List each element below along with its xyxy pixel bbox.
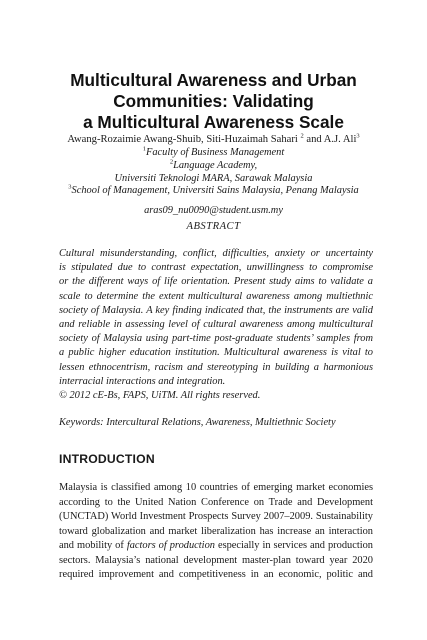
- affiliation-text: Universiti Teknologi MARA, Sarawak Malaysia: [114, 172, 313, 184]
- abstract-line: interracial interactions and integration.: [59, 375, 226, 387]
- body-line: according to the United Nation Conference on Trade and Development: [59, 496, 373, 508]
- abstract-line: and reliable in assessing level of cultural awareness among multicultural: [59, 319, 373, 331]
- abstract-line: lessen ethnocentrism, racism and stereotyping in building a harmonious: [59, 361, 373, 373]
- abstract-heading: ABSTRACT: [186, 221, 241, 232]
- abstract-line: a public higher education institution. Multicultural awareness is vital to: [59, 347, 373, 359]
- abstract-line: society of Malaysia. A key finding indicated that, the instruments are valid: [59, 304, 373, 316]
- affiliation-mark: 3: [68, 183, 72, 191]
- body-text: especially in services and production: [214, 540, 373, 551]
- body-line: (UNCTAD) World Investment Prospects Survey 2007–2009. Sustainability: [59, 511, 373, 522]
- body-line: Malaysia is classified among 10 countries of emerging market economies: [59, 482, 373, 493]
- section-heading: INTRODUCTION: [59, 452, 155, 466]
- author-names-1: Awang-Rozaimie Awang-Shuib, Siti-Huzaimah Sahari: [67, 134, 301, 145]
- author-affiliation-mark: 3: [356, 132, 360, 140]
- affiliation-mark: 1: [142, 145, 146, 153]
- author-names-2: and A.J. Ali: [303, 134, 357, 145]
- body-line: required improvement and competitiveness in an economic, politic and: [59, 569, 373, 580]
- paper-title: [40, 70, 387, 133]
- body-line: sectors. Malaysia’s national development master-plan toward year 2020: [59, 554, 373, 566]
- affiliation-line: [20, 185, 407, 198]
- title-line: Multicultural Awareness and Urban: [70, 70, 357, 90]
- affiliation-text: Faculty of Business Management: [146, 147, 285, 158]
- body-line: toward globalization and market liberalization has increase an interaction: [59, 525, 373, 537]
- abstract-body: [59, 247, 373, 389]
- contact-email: aras09_nu0090@student.usm.my: [144, 205, 283, 216]
- title-line: Communities: Validating: [113, 91, 314, 111]
- title-line: a Multicultural Awareness Scale: [83, 112, 344, 132]
- abstract-line: or the different ways of life orientation. Present study aims to validate a: [59, 276, 373, 288]
- affiliation-mark: 2: [169, 158, 174, 166]
- affiliation-text: School of Management, Universiti Sains Malaysia, Penang Malaysia: [71, 185, 359, 197]
- introduction-body: [59, 481, 373, 583]
- copyright-notice: © 2012 cE-Bs, FAPS, UiTM. All rights reserved.: [59, 390, 261, 401]
- keywords: Keywords: Intercultural Relations, Awareness, Multiethnic Society: [59, 417, 336, 428]
- affiliation-line: [20, 147, 407, 160]
- body-text: and mobility of: [59, 540, 127, 551]
- abstract-line: Cultural misunderstanding, conflict, difficulties, anxiety or uncertainty: [59, 248, 373, 259]
- abstract-line: scale to determine the extent multicultural awareness among multiethnic: [59, 290, 373, 302]
- emphasis-text: factors of production: [126, 540, 215, 551]
- affiliation-text: Language Academy,: [173, 159, 258, 171]
- abstract-line: is stipulated due to contrast expectation, unwillingness to compromise: [59, 262, 373, 274]
- author-affiliation-mark: 2: [300, 132, 304, 140]
- abstract-line: society of Malaysia using part-time post-graduate students’ samples from: [59, 333, 373, 345]
- affiliation-line: [20, 173, 407, 186]
- body-line: [59, 539, 373, 554]
- affiliation-line: [20, 160, 407, 173]
- affiliation-list: [20, 147, 407, 198]
- author-list: [20, 134, 407, 145]
